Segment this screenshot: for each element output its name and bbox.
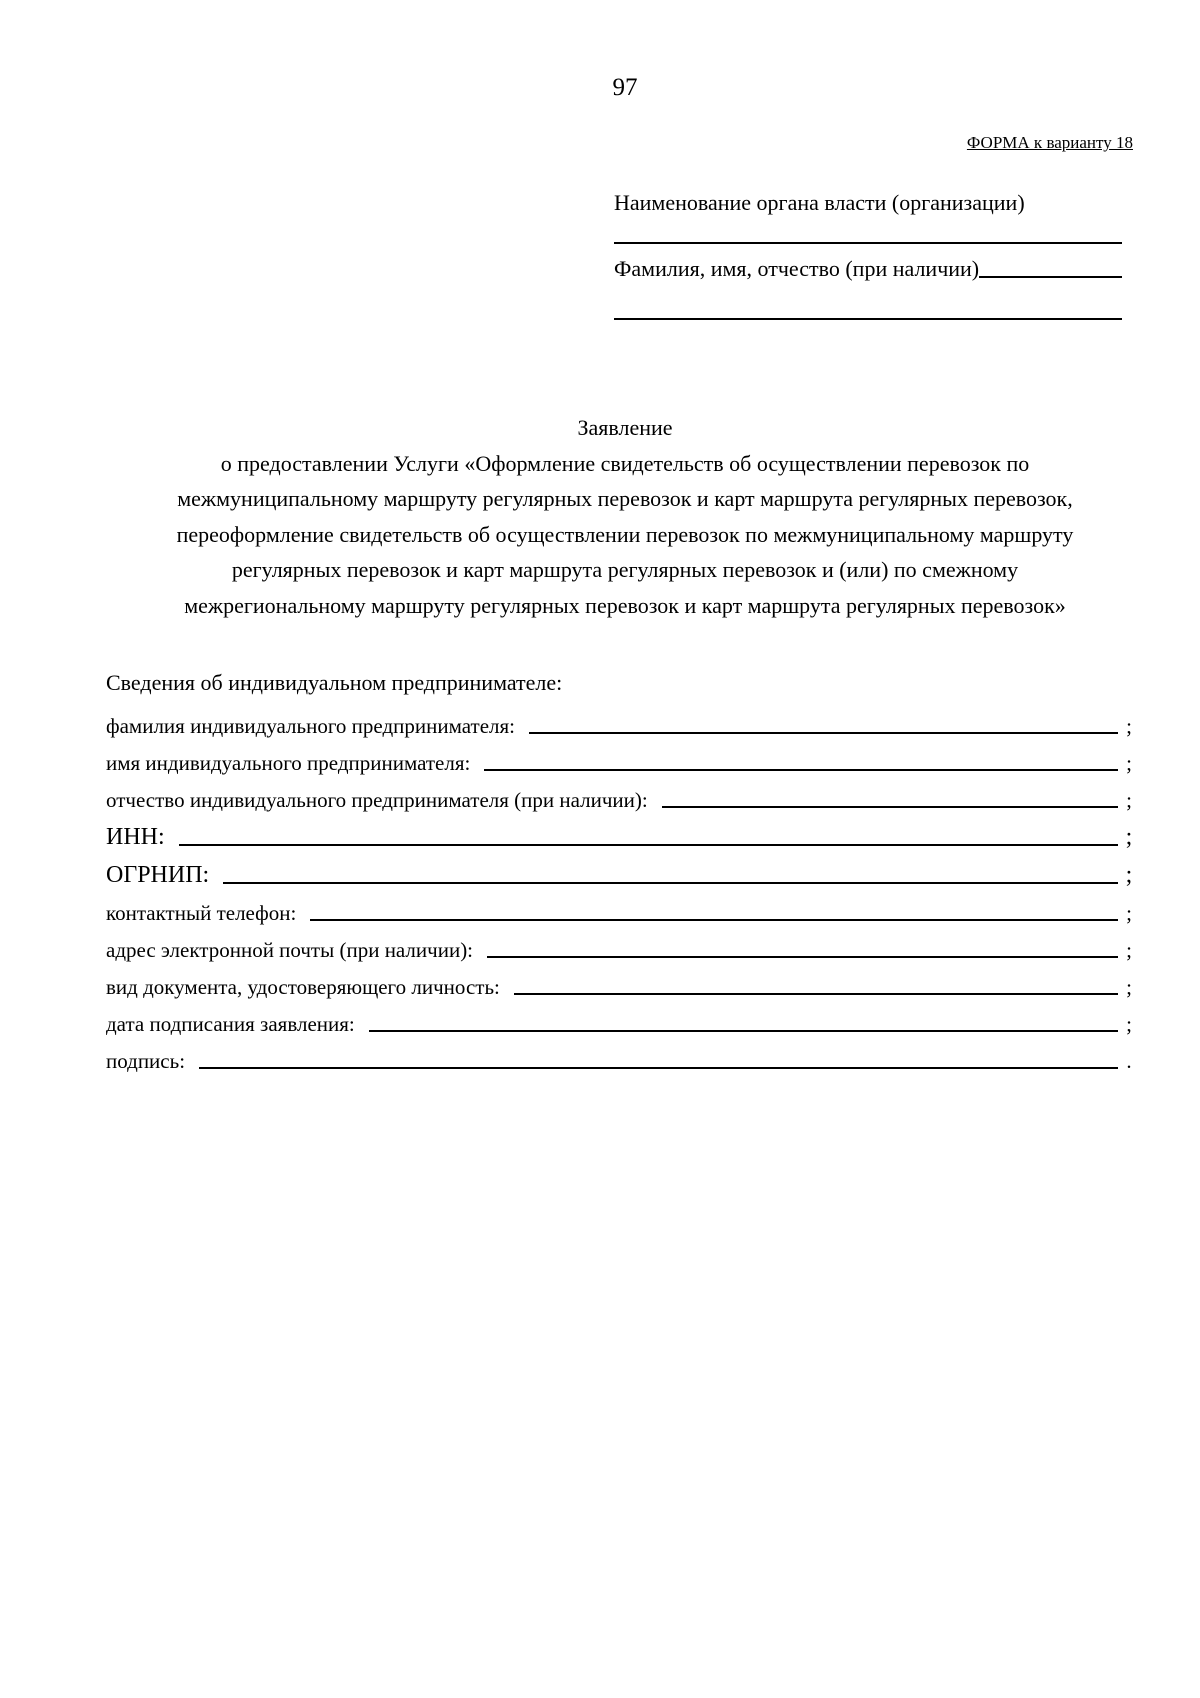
applicant-fio-line[interactable] <box>979 276 1122 278</box>
applicant-fio-row <box>614 256 1122 282</box>
surname-input-line[interactable] <box>529 732 1118 734</box>
statement-line: межмуниципальному маршруту регулярных перевозок и карт маршрута регулярных перевозок, <box>177 486 1073 511</box>
authority-block <box>614 190 1122 320</box>
field-row-signature <box>106 1037 1134 1074</box>
field-terminator: ; <box>1126 975 1132 999</box>
field-label: вид документа, удостоверяющего личность: <box>106 975 500 999</box>
email-input-line[interactable] <box>487 956 1118 958</box>
field-row-patronymic <box>106 776 1134 813</box>
field-row-id-document <box>106 963 1134 1000</box>
field-terminator: ; <box>1125 862 1133 888</box>
inn-input-line[interactable] <box>179 844 1118 846</box>
field-label: адрес электронной почты (при наличии): <box>106 938 474 962</box>
field-label: ИНН: <box>106 824 165 850</box>
field-terminator: ; <box>1126 938 1132 962</box>
statement-line: межрегиональному маршруту регулярных перевозок и карт маршрута регулярных перевозок» <box>184 592 1066 618</box>
patronymic-input-line[interactable] <box>662 806 1118 808</box>
statement-title: Заявление <box>577 415 673 440</box>
field-row-email <box>106 926 1134 963</box>
entrepreneur-fields <box>106 664 1134 1074</box>
statement-line: о предоставлении Услуги «Оформление свидетельств об осуществлении перевозок по <box>220 450 1030 476</box>
fields-header: Сведения об индивидуальном предпринимателе: <box>106 670 563 695</box>
authority-name-line[interactable] <box>614 242 1122 244</box>
ogrnip-input-line[interactable] <box>223 882 1118 884</box>
applicant-fio-line-2[interactable] <box>614 318 1122 320</box>
field-label: дата подписания заявления: <box>106 1012 355 1036</box>
field-label: подпись: <box>106 1049 186 1073</box>
field-row-ogrnip <box>106 851 1134 889</box>
authority-name-label: Наименование органа власти (организации) <box>614 190 1025 215</box>
field-row-sign-date <box>106 1000 1134 1037</box>
field-terminator: ; <box>1126 714 1132 738</box>
field-label: имя индивидуального предпринимателя: <box>106 751 471 775</box>
statement-line: переоформление свидетельств об осуществлении перевозок по межмуниципальному маршруту <box>176 521 1074 547</box>
field-row-inn <box>106 813 1134 851</box>
field-row-surname <box>106 702 1134 739</box>
field-label: отчество индивидуального предпринимателя (при наличии): <box>106 788 648 812</box>
field-label: фамилия индивидуального предпринимателя: <box>106 714 515 738</box>
name-input-line[interactable] <box>484 769 1118 771</box>
applicant-fio-label: Фамилия, имя, отчество (при наличии) <box>614 256 980 281</box>
field-terminator: . <box>1126 1049 1132 1073</box>
field-terminator: ; <box>1126 1012 1132 1036</box>
field-terminator: ; <box>1126 788 1132 812</box>
field-label: контактный телефон: <box>106 901 297 925</box>
id-document-input-line[interactable] <box>514 993 1118 995</box>
field-terminator: ; <box>1125 824 1133 850</box>
field-terminator: ; <box>1126 751 1132 775</box>
field-label: ОГРНИП: <box>106 862 210 888</box>
field-row-phone <box>106 889 1134 926</box>
field-terminator: ; <box>1126 901 1132 925</box>
sign-date-input-line[interactable] <box>369 1030 1118 1032</box>
form-reference: ФОРМА к варианту 18 <box>966 133 1133 152</box>
signature-input-line[interactable] <box>199 1067 1118 1069</box>
statement-line: регулярных перевозок и карт маршрута регулярных перевозок и (или) по смежному <box>231 557 1019 582</box>
phone-input-line[interactable] <box>310 919 1118 921</box>
statement-block <box>100 410 1150 623</box>
page-number: 97 <box>612 74 638 101</box>
field-row-name <box>106 739 1134 776</box>
